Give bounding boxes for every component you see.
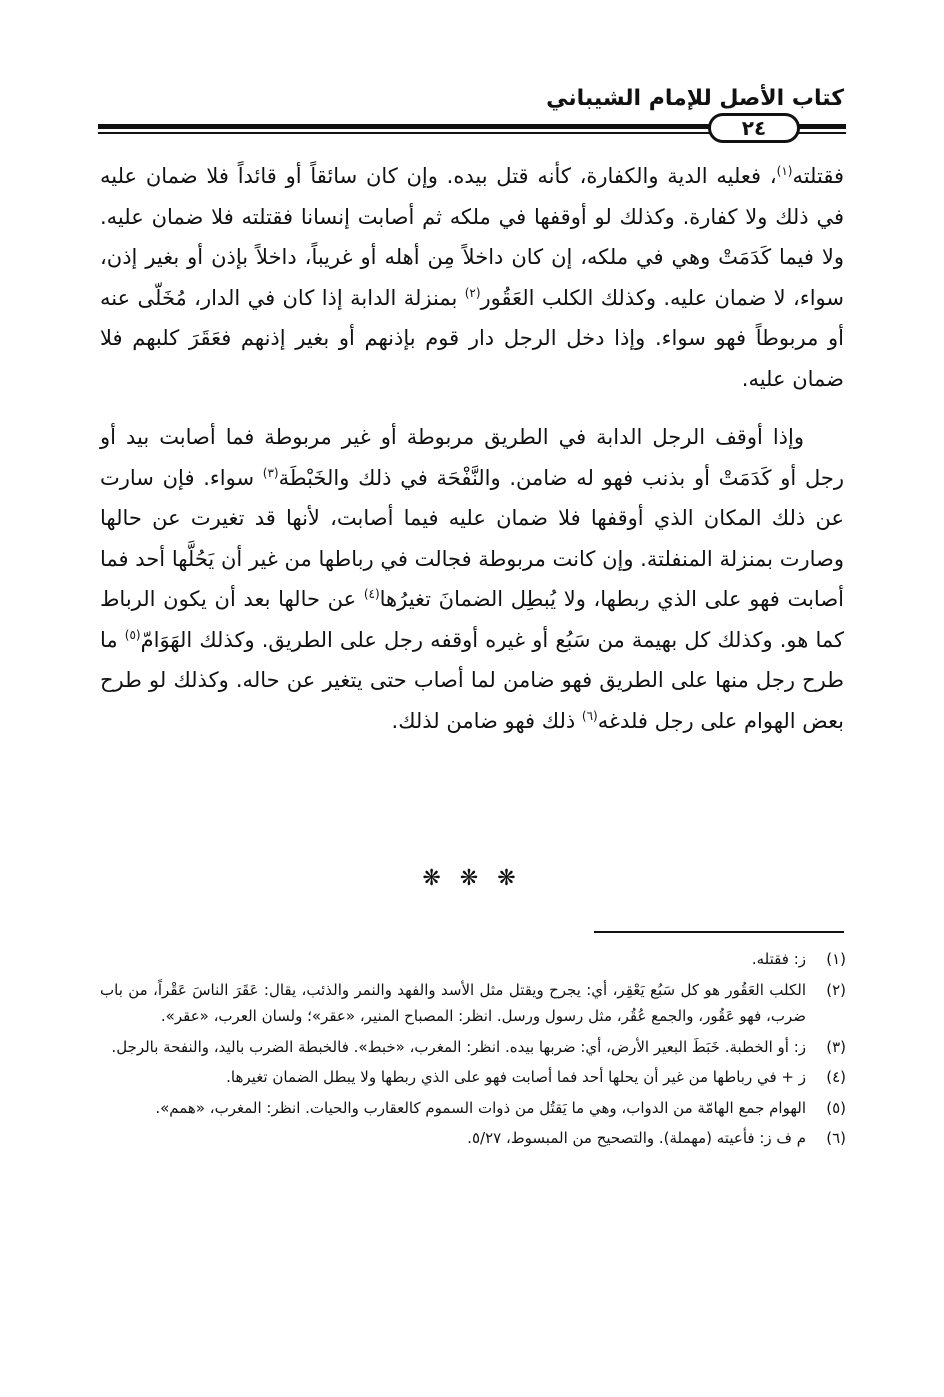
text-span: سواء. فإن سارت عن ذلك المكان الذي أوقفها فلا ضمان عليه فيما أصابت، لأنها قد تغيرت عن حالها وصارت بمنزلة المنفلتة. وإن كانت مربوطة فجالت في رباطها من غير أن يَحُلَّها أحد فما أصابت فهو على الذي ربطها، ولا يُبطِل الضمانَ تغيرُها bbox=[100, 465, 844, 611]
footnote-text: ز: فقتله. bbox=[751, 950, 806, 968]
footnote-number: (٣) bbox=[826, 1037, 846, 1056]
footnote-ref-3: (٣) bbox=[262, 465, 279, 480]
text-span: ذلك فهو ضامن لذلك. bbox=[391, 708, 582, 733]
footnote-item bbox=[100, 1064, 846, 1091]
text-span: ، فعليه الدية والكفارة، كأنه قتل بيده. وإن كان سائقاً أو قائداً فلا ضمان عليه في ذلك ولا كفارة. وكذلك لو أوقفها في ملكه ثم أصابت إنسانا فقتلته فلا ضمان عليه. ولا فيما كَدَمَتْ وهي في ملكه، إن كان داخلاً مِن أهله أو غريباً، داخلاً بإذن أو بغير إذن، سواء، لا ضمان عليه. وكذلك الكلب العَقُور bbox=[100, 164, 844, 310]
footnote-number: (٥) bbox=[826, 1098, 846, 1117]
page-number: ٢٤ bbox=[708, 113, 800, 143]
footnote-number: (٤) bbox=[826, 1068, 846, 1086]
footnote-number: (١) bbox=[826, 950, 846, 968]
footnote-number: (٦) bbox=[826, 1129, 846, 1147]
main-text bbox=[100, 156, 844, 741]
footnote-divider bbox=[594, 931, 844, 933]
running-header-title: كتاب الأصل للإمام الشيباني bbox=[546, 86, 844, 111]
footnote-item bbox=[100, 977, 846, 1030]
text-span: عن حالها بعد أن يكون الرباط كما هو. وكذلك كل بهيمة من سَبُع أو غيره أوقفه رجل على الطريق. وكذلك الهَوَامّ bbox=[100, 587, 844, 652]
text-span: بمنزلة الدابة إذا كان في الدار، مُخَلّى عنه أو مربوطاً فهو سواء. وإذا دخل الرجل دار قوم بإذنهم أو بغير إذنهم فعَقَرَ كلبهم فلا ضمان عليه. bbox=[100, 285, 844, 391]
footnote-text: ز: أو الخطبة. خَبَطَ البعير الأرض، أي: ضربها بيده. انظر: المغرب، «خبط». فالخبطة الضرب باليد، والنفحة بالرجل. bbox=[111, 1037, 806, 1056]
footnote-ref-5: (٥) bbox=[124, 627, 141, 642]
footnotes-list bbox=[100, 946, 846, 1156]
text-span: فقتلته bbox=[792, 164, 844, 188]
footnote-number: (٢) bbox=[826, 980, 846, 999]
footnote-ref-6: (٦) bbox=[581, 708, 598, 723]
paragraph-1 bbox=[100, 156, 844, 399]
footnote-ref-1: (١) bbox=[776, 164, 793, 178]
footnote-text: ز + في رباطها من غير أن يحلها أحد فما أصابت فهو على الذي ربطها ولا يبطل الضمان تغيرها. bbox=[226, 1068, 806, 1086]
footnote-item bbox=[100, 1095, 846, 1122]
footnote-ref-4: (٤) bbox=[363, 587, 380, 601]
footnote-item bbox=[100, 946, 846, 973]
footnote-text: الكلب العَقُور هو كل سَبُع يَعْقِر، أي: يجرح ويقتل مثل الأسد والفهد والنمر والذئب، يقال: عَقَرَ الناسَ عَقْراً، من باب ضرب، فهو عَقُور، والجمع عُقُر، مثل رسول ورسل. انظر: المصباح المنير، «عقر»؛ ولسان العرب، «عقر». bbox=[100, 980, 806, 1025]
footnote-ref-2: (٢) bbox=[464, 285, 481, 300]
paragraph-2 bbox=[100, 417, 844, 741]
text-span: وإذا أوقف الرجل الدابة في الطريق مربوطة أو غير مربوطة فما أصابت بيد أو رجل أو كَدَمَتْ أو بذنب فهو له ضامن. والنَّفْحَة في ذلك والخَبْطَة bbox=[100, 425, 844, 490]
footnote-item bbox=[100, 1125, 846, 1152]
footnote-text: الهوام جمع الهامّة من الدواب، وهي ما يَقتُل من ذوات السموم كالعقارب والحيات. انظر: المغرب، «همم». bbox=[155, 1098, 806, 1117]
footnote-text: م ف ز: فأعيته (مهملة). والتصحيح من المبسوط، ٥/٢٧. bbox=[467, 1129, 806, 1147]
text-span: ما طرح رجل منها على الطريق فهو ضامن لما أصاب حتى يتغير عن حاله. وكذلك لو طرح بعض الهوام على رجل فلدغه bbox=[100, 627, 844, 733]
section-separator-ornament: ❋ ❋ ❋ bbox=[422, 866, 522, 891]
footnote-item bbox=[100, 1034, 846, 1061]
